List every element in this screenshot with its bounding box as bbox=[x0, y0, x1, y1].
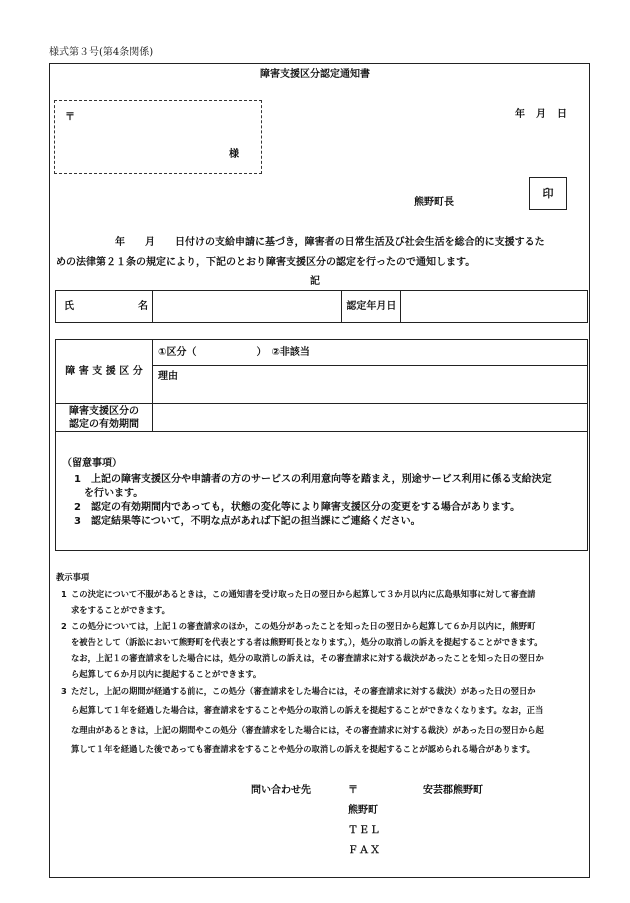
instruction-2-num: 2 bbox=[61, 621, 67, 631]
instruction-3-num: 3 bbox=[61, 686, 67, 696]
document-title: 障害支援区分認定通知書 bbox=[260, 69, 370, 80]
instruction-2-line-4: ら起算して６か月以内に提起することができます。 bbox=[71, 669, 262, 679]
instruction-3-line-1: ただし，上記の期間が経過する前に，この処分（審査請求をした場合には，その審査請求に対する裁決）があった日の翌日か bbox=[71, 686, 536, 696]
instruction-2-line-1: この処分については，上記１の審査請求のほか，この処分があったことを知った日の翌日から起算して６か月以内に，熊野町 bbox=[71, 621, 536, 631]
category-label: 障 害 支 援 区 分 bbox=[56, 340, 153, 404]
certification-date-value bbox=[401, 291, 588, 323]
reason-label: 理由 bbox=[153, 366, 588, 404]
applicant-table bbox=[55, 290, 588, 323]
instruction-2-line-2: を被告として（訴訟において熊野町を代表とする者は熊野町長となります。），処分の取消しの訴えを提起することができます。 bbox=[71, 637, 543, 647]
validity-period-value bbox=[153, 404, 588, 432]
body-line-1: 年 月 日付けの支給申請に基づき，障害者の日常生活及び社会生活を総合的に支援するた bbox=[115, 237, 545, 248]
ki-label: 記 bbox=[310, 276, 320, 287]
issuer: 熊野町長 bbox=[414, 197, 454, 208]
instruction-1-line-2: 求をすることができます。 bbox=[71, 605, 170, 615]
name-value-cell bbox=[152, 291, 342, 323]
notes-heading: （留意事項） bbox=[62, 458, 122, 469]
instruction-3-line-4: 算して１年を経過した後であっても審査請求をすることや処分の取消しの訴えを提起することが認められる場合があります。 bbox=[71, 744, 535, 754]
note-1-num: 1 bbox=[74, 474, 81, 485]
support-category-table bbox=[55, 339, 588, 432]
instruction-3-line-2: ら起算して１年を経過した場合は，審査請求をすることや処分の取消しの訴えを提起することができなくなります。なお，正当 bbox=[71, 705, 544, 715]
postal-mark: 〒 bbox=[65, 112, 75, 123]
contact-address: 安芸郡熊野町 bbox=[423, 785, 483, 796]
instruction-heading: 教示事項 bbox=[56, 572, 90, 582]
category-option: ①区分（ ） ②非該当 bbox=[153, 340, 588, 366]
instruction-1-num: 1 bbox=[61, 589, 67, 599]
note-3-num: 3 bbox=[74, 516, 81, 527]
note-3-line-1: 認定結果等について，不明な点があれば下記の担当課にご連絡ください。 bbox=[91, 516, 421, 527]
contact-postal-mark: 〒 bbox=[348, 785, 358, 796]
note-1-line-2: を行います。 bbox=[84, 488, 144, 499]
date-label: 年 月 日 bbox=[515, 109, 568, 120]
seal-box: 印 bbox=[529, 177, 567, 210]
body-line-2: めの法律第２１条の規定により，下記のとおり障害支援区分の認定を行ったので通知します。 bbox=[56, 257, 476, 268]
certification-date-label: 認定年月日 bbox=[342, 291, 401, 323]
notes-box bbox=[55, 431, 588, 551]
note-2-num: 2 bbox=[74, 502, 81, 513]
instruction-2-line-3: なお，上記１の審査請求をした場合には，処分の取消しの訴えは，その審査請求に対する裁決があったことを知った日の翌日か bbox=[71, 653, 544, 663]
name-label-cell: 氏 名 bbox=[56, 291, 153, 323]
contact-tel: ＴＥＬ bbox=[348, 825, 381, 836]
honorific: 様 bbox=[229, 149, 239, 160]
instruction-3-line-3: な理由があるときは，上記の期間やこの処分（審査請求をした場合には，その審査請求に対する裁決）があった日の翌日から起 bbox=[71, 725, 544, 735]
contact-fax: ＦＡＸ bbox=[348, 845, 381, 856]
note-1-line-1: 上記の障害支援区分や申請者の方のサービスの利用意向等を踏まえ，別途サービス利用に係る支給決定 bbox=[91, 474, 552, 485]
instruction-1-line-1: この決定について不服があるときは，この通知書を受け取った日の翌日から起算して３か月以内に広島県知事に対して審査請 bbox=[71, 589, 536, 599]
contact-label: 問い合わせ先 bbox=[251, 785, 311, 796]
contact-town: 熊野町 bbox=[348, 805, 378, 816]
form-code: 様式第３号(第4条関係) bbox=[49, 47, 154, 58]
address-box bbox=[54, 100, 262, 174]
validity-period-label: 障害支援区分の 認定の有効期間 bbox=[56, 404, 153, 432]
note-2-line-1: 認定の有効期間内であっても，状態の変化等により障害支援区分の変更をする場合があります。 bbox=[91, 502, 521, 513]
